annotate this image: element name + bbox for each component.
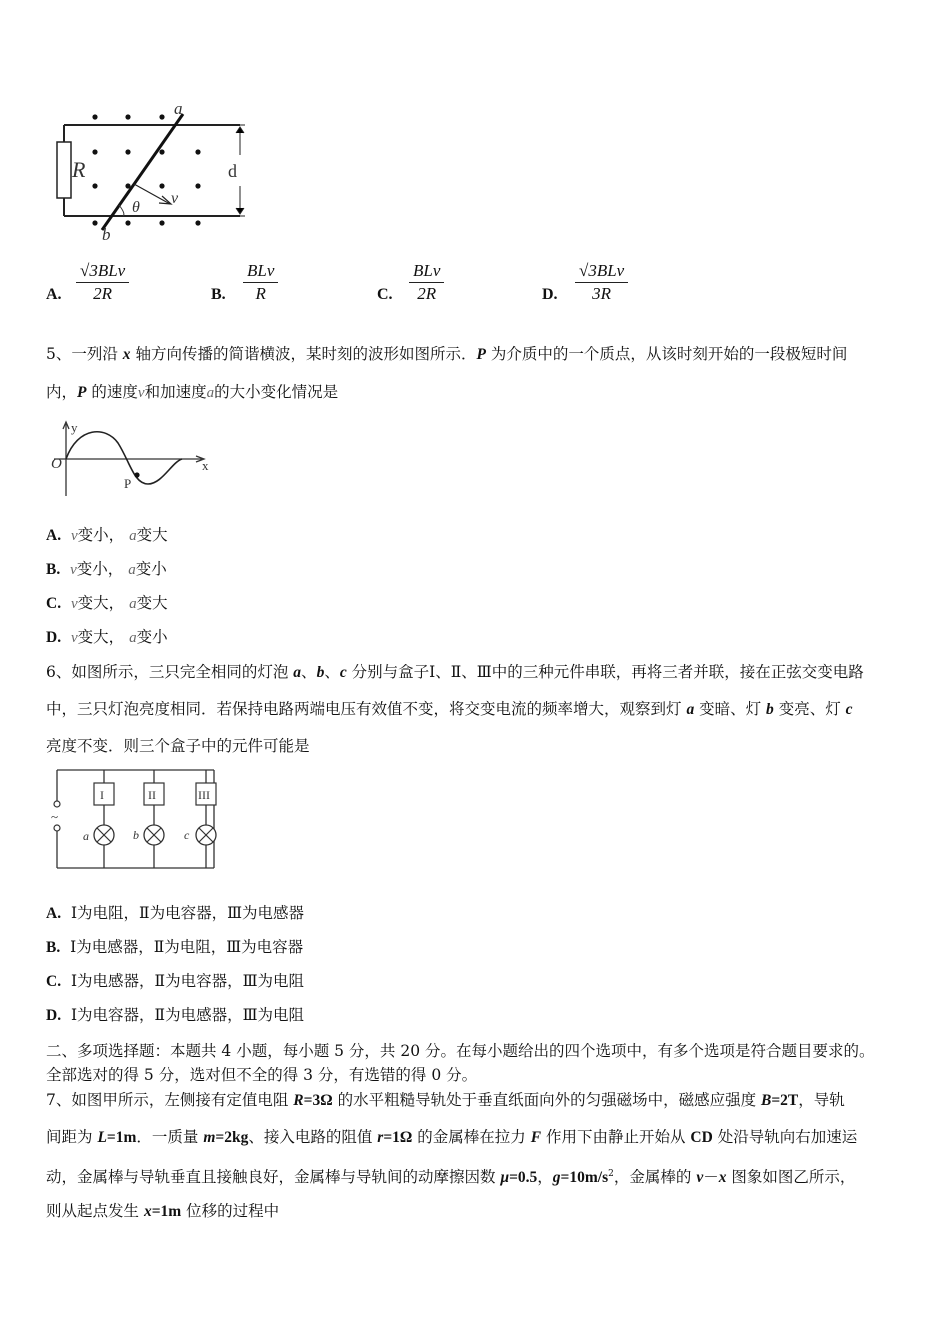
q6-text-line3: 亮度不变．则三个盒子中的元件可能是	[46, 737, 310, 755]
magnetic-field-dots	[92, 114, 200, 225]
q7-text-line4: 则从起点发生 x=1m 位移的过程中	[46, 1202, 280, 1220]
q6-option-b[interactable]: B. Ⅰ为电感器，Ⅱ为电阻，Ⅲ为电容器	[46, 938, 304, 956]
q4-option-d-label[interactable]: D.	[542, 286, 558, 303]
q6-option-d[interactable]: D. Ⅰ为电容器，Ⅱ为电感器，Ⅲ为电阻	[46, 1006, 305, 1024]
q6-circuit-figure	[44, 765, 224, 875]
q4-option-d-fraction	[575, 260, 628, 305]
svg-text:a: a	[83, 829, 89, 843]
label-R: R	[72, 157, 86, 182]
label-a: a	[174, 100, 183, 118]
q5-option-a[interactable]: A. v变小， a变大	[46, 526, 168, 544]
svg-text:III: III	[198, 788, 210, 802]
q6-option-c[interactable]: C. Ⅰ为电感器，Ⅱ为电容器，Ⅲ为电阻	[46, 972, 305, 990]
label-theta: θ	[132, 199, 140, 216]
q5-option-b[interactable]: B. v变小， a变小	[46, 560, 167, 578]
svg-text:b: b	[133, 828, 139, 842]
q5-option-c[interactable]: C. v变大， a变大	[46, 594, 168, 612]
q4-option-c-fraction	[409, 260, 444, 305]
q6-text-line2: 中，三只灯泡亮度相同．若保持电路两端电压有效值不变，将交变电流的频率增大，观察到灯 a 变暗、灯 b 变亮、灯 c	[46, 700, 853, 718]
label-d: d	[228, 161, 237, 181]
svg-text:I: I	[100, 788, 104, 802]
ac-source-symbol: ~	[51, 809, 59, 824]
svg-text:II: II	[148, 788, 156, 802]
svg-text:c: c	[184, 828, 190, 842]
q4-option-d-num: √3BLv	[575, 260, 628, 283]
q5-text-line1: 5、一列沿 x 轴方向传播的简谐横波，某时刻的波形如图所示．P 为介质中的一个质点，从该时刻开始的一段极短时间	[46, 345, 848, 363]
q4-rail-figure	[40, 100, 270, 245]
q4-option-a-label[interactable]: A.	[46, 286, 62, 303]
resistor-R	[57, 142, 71, 198]
q6-text-line1: 6、如图所示，三只完全相同的灯泡 a、b、c 分别与盒子Ⅰ、Ⅱ、Ⅲ中的三种元件串联，再将三者并联，接在正弦交变电路	[46, 663, 864, 681]
q4-option-b-den: R	[255, 284, 266, 303]
label-x: x	[202, 458, 209, 473]
q5-option-d[interactable]: D. v变大， a变小	[46, 628, 168, 646]
q4-option-a-num: √3BLv	[76, 260, 129, 283]
section2-heading-line1: 二、多项选择题：本题共 4 小题，每小题 5 分，共 20 分。在每小题给出的四个选项中，有多个选项是符合题目要求的。	[46, 1042, 875, 1060]
q4-option-a-fraction	[76, 260, 129, 305]
label-P: P	[124, 476, 132, 491]
q4-option-b-fraction	[243, 260, 278, 305]
q4-option-a-den: 2R	[93, 284, 113, 303]
q6-option-a[interactable]: A. Ⅰ为电阻，Ⅱ为电容器，Ⅲ为电感器	[46, 904, 305, 922]
label-v: v	[171, 190, 179, 207]
q5-wave-figure	[44, 418, 224, 500]
q4-option-c-label[interactable]: C.	[377, 286, 393, 303]
label-y: y	[71, 420, 78, 435]
label-b: b	[102, 225, 111, 244]
q5-text-line2: 内，P 的速度v和加速度a的大小变化情况是	[46, 383, 339, 401]
box-I	[94, 783, 114, 805]
q4-option-c-den: 2R	[417, 284, 437, 303]
q7-text-line3: 动，金属棒与导轨垂直且接触良好，金属棒与导轨间的动摩擦因数 μ=0.5，$g=10m/s^2$，金属棒的 v－x 图象如图乙所示，	[46, 1168, 856, 1187]
point-P	[134, 472, 139, 477]
q4-option-b-num: BLv	[243, 260, 278, 283]
metal-rod	[102, 114, 183, 230]
q4-option-d-den: 3R	[592, 284, 612, 303]
q4-option-b-label[interactable]: B.	[211, 286, 226, 303]
label-O: O	[51, 456, 62, 472]
q7-text-line2: 间距为 L=1m．一质量 m=2kg、接入电路的阻值 r=1Ω 的金属棒在拉力 F 作用下由静止开始从 CD 处沿导轨向右加速运	[46, 1128, 858, 1146]
section2-heading-line2: 全部选对的得 5 分，选对但不全的得 3 分，有选错的得 0 分。	[46, 1066, 478, 1084]
q4-option-c-num: BLv	[409, 260, 444, 283]
q7-text-line1: 7、如图甲所示，左侧接有定值电阻 R=3Ω 的水平粗糙导轨处于垂直纸面向外的匀强磁场中，磁感应强度 B=2T，导轨	[46, 1091, 845, 1109]
